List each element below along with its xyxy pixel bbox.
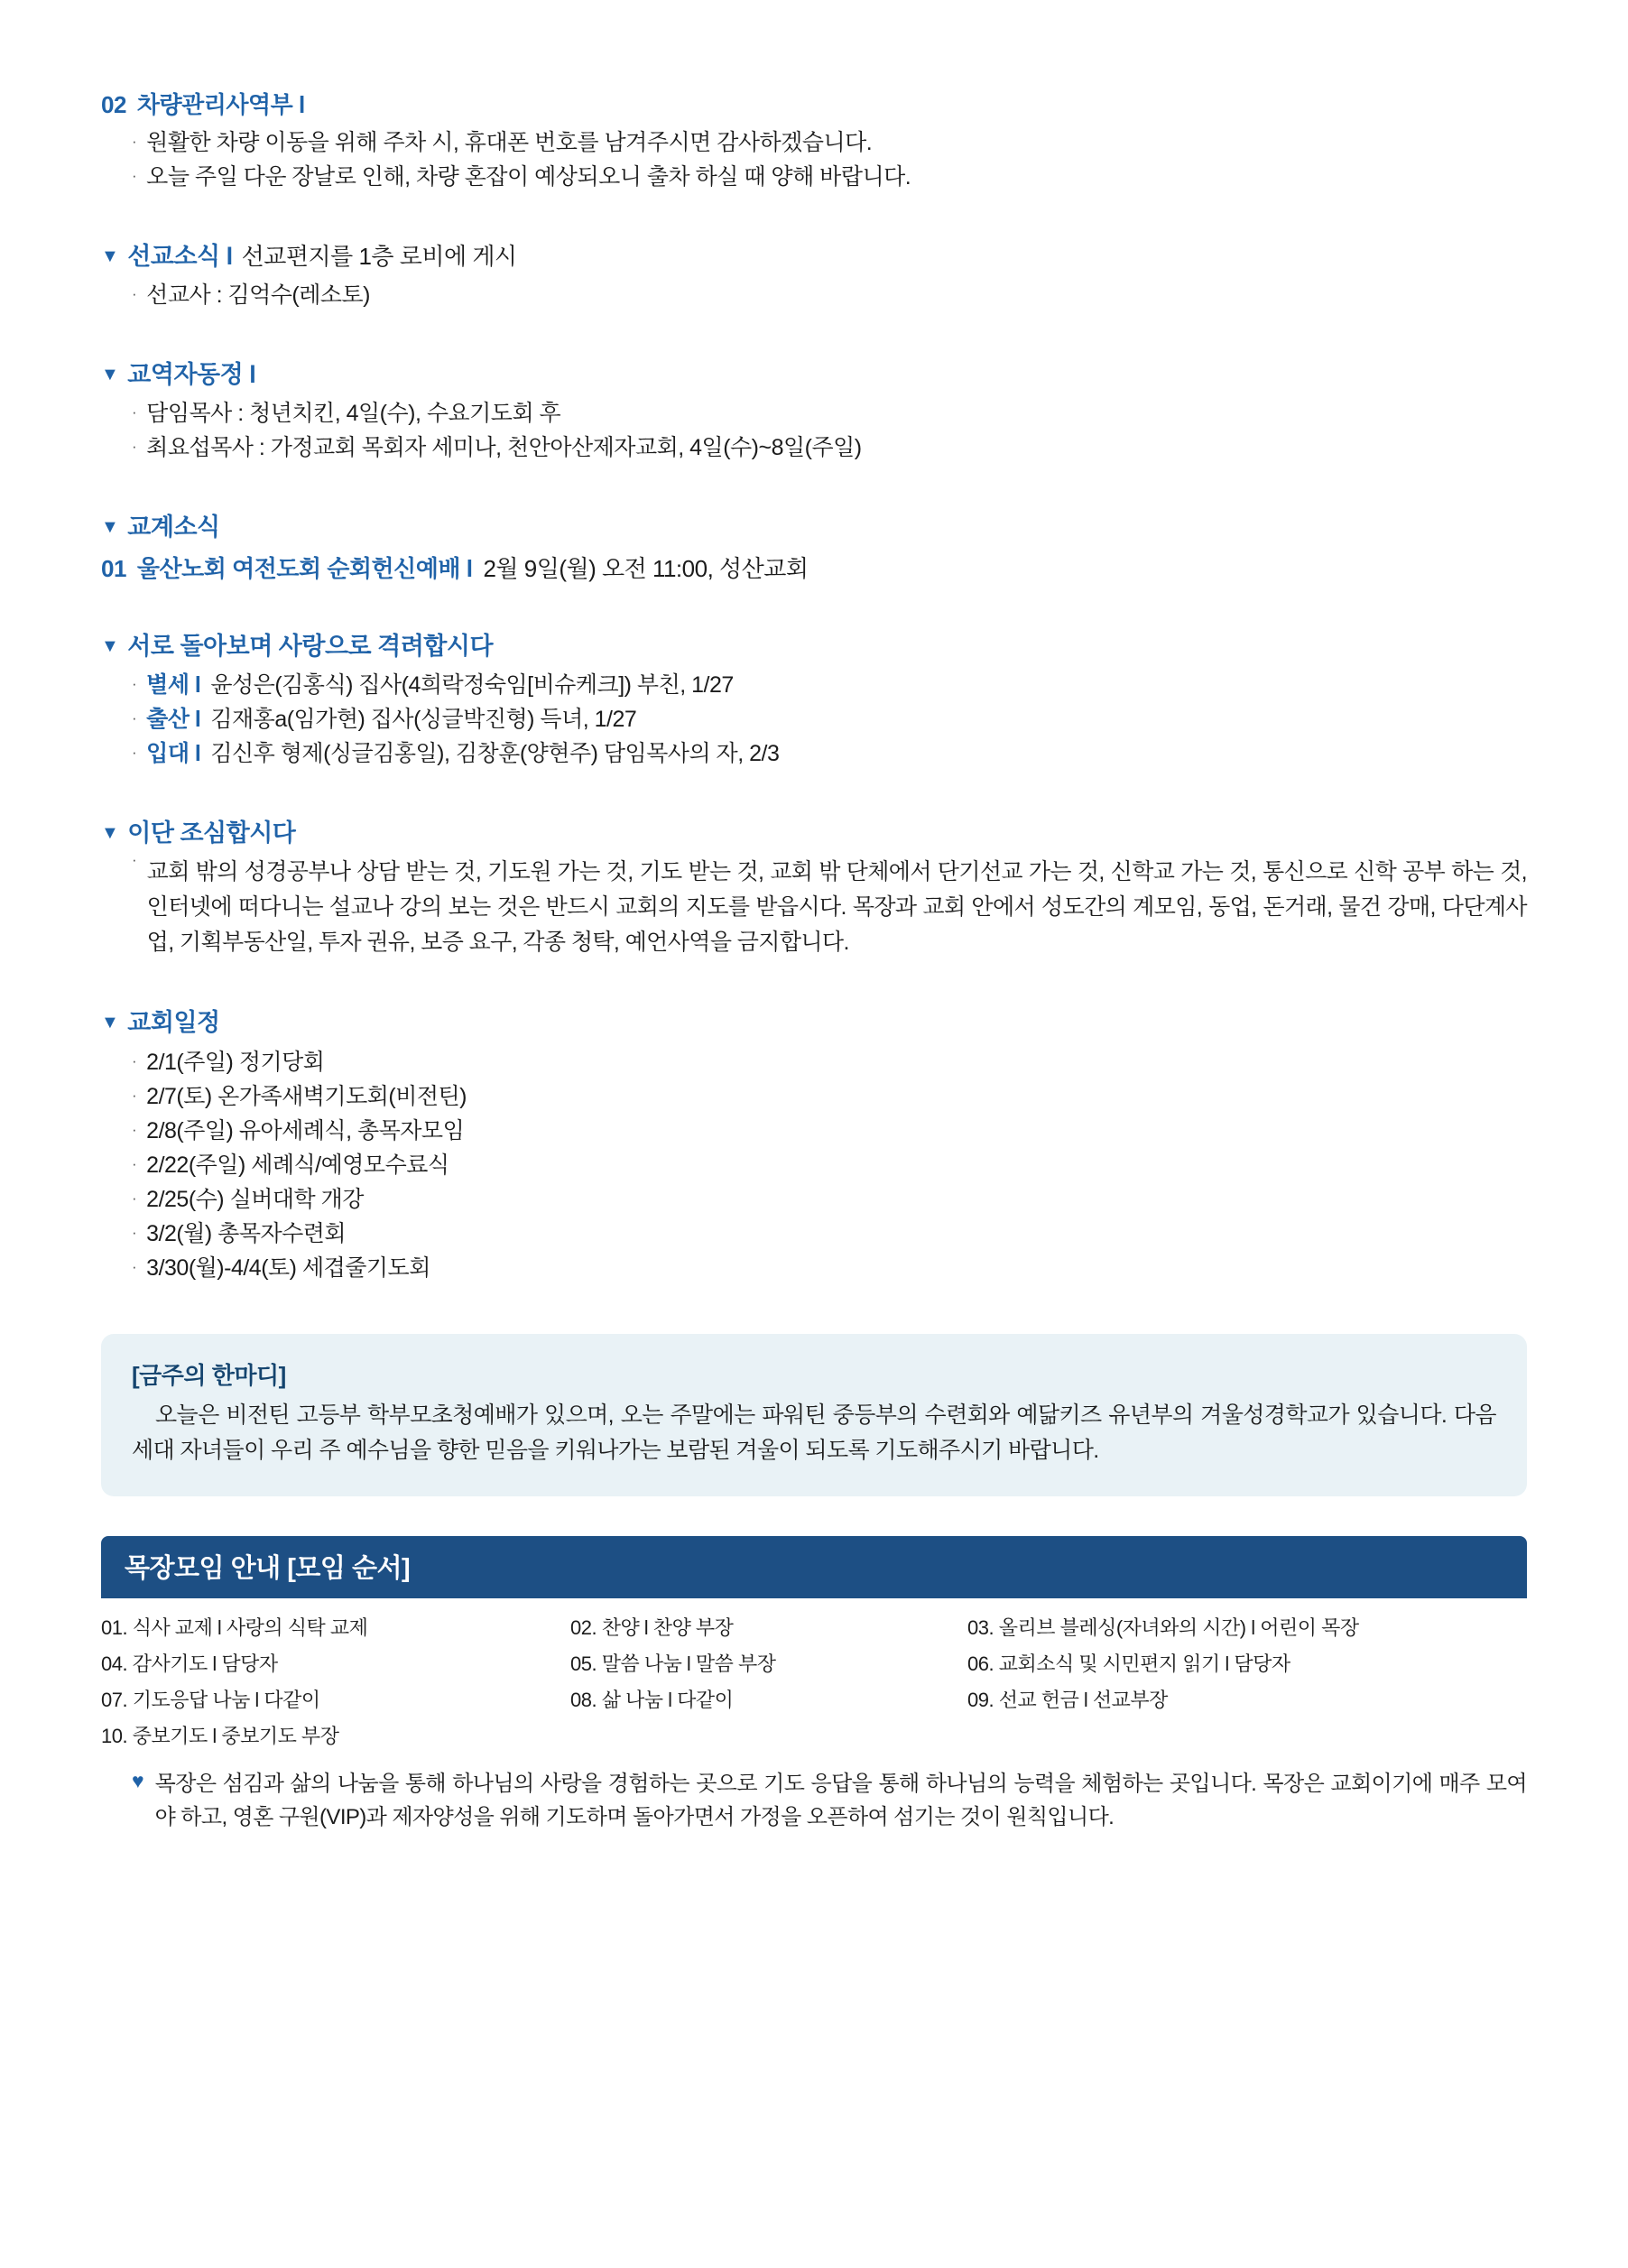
section-care-list	[101, 668, 1527, 771]
list-item	[132, 396, 1527, 430]
bullet-dot-icon: ·	[132, 1257, 137, 1275]
list-item	[132, 278, 1527, 312]
list-item-text: 2/25(수) 실버대학 개강	[146, 1186, 364, 1212]
bullet-dot-icon: ·	[132, 675, 137, 693]
heresy-paragraph: 교회 밖의 성경공부나 상담 받는 것, 기도원 가는 것, 기도 받는 것, 교회 밖 단체에서 단기선교 가는 것, 신학교 가는 것, 통신으로 신학 공부 하는 것, 인터넷에 떠다니는 설교나 강의 보는 것은 반드시 교회의 지도를 받읍시다. 목장과 교회 안에서 성도간의 계모임, 동업, 돈거래, 물건 강매, 다단계사업, 기획부동산일, 투자 권유, 보증 요구, 각종 청탁, 예언사역을 금지합니다.	[146, 859, 1527, 956]
section-heresy-body	[101, 851, 1527, 960]
list-item-text: 3/30(월)-4/4(토) 세겹줄기도회	[146, 1254, 430, 1281]
bullet-dot-icon: ·	[132, 744, 137, 762]
triangle-down-icon: ▼	[101, 365, 119, 385]
bullet-dot-icon: ·	[132, 1223, 137, 1241]
section-mission-title: 선교소식 l	[127, 243, 233, 270]
list-item	[132, 430, 1527, 465]
section-mission-subtitle: 선교편지를 1층 로비에 게시	[241, 243, 517, 270]
section-minister-title: 교역자동정 l	[127, 361, 256, 389]
section-care-encourage	[101, 631, 1527, 771]
section-vehicle-number: 02	[101, 91, 126, 118]
order-item: 06. 교회소식 및 시민편지 읽기 l 담당자	[967, 1652, 1290, 1675]
section-schedule-heading	[101, 1007, 1527, 1039]
list-item	[132, 125, 1527, 160]
mokjang-note	[101, 1767, 1527, 1835]
word-of-the-week-body: 오늘은 비전틴 고등부 학부모초청예배가 있으며, 오는 주말에는 파워틴 중등부의 수련회와 예닮키즈 유년부의 겨울성경학교가 있습니다. 다음세대 자녀들이 우리 주 예수님을 향한 믿음을 키워나가는 보람된 겨울이 되도록 기도해주시기 바랍니다.	[132, 1402, 1496, 1464]
content-column	[101, 87, 1527, 1834]
list-item-text: 원활한 차량 이동을 위해 주차 시, 휴대폰 번호를 남겨주시면 감사하겠습니다.	[146, 130, 873, 155]
list-item-text: 3/2(월) 총목자수련회	[146, 1220, 347, 1246]
section-vehicle-title: 차량관리사역부 l	[136, 91, 305, 118]
section-care-heading	[101, 631, 1527, 662]
bullet-dot-icon: ·	[132, 851, 137, 869]
bullet-dot-icon: ·	[132, 133, 137, 150]
list-item-text: 2/22(주일) 세례식/예영모수료식	[146, 1152, 449, 1178]
spacer	[101, 194, 1527, 241]
spacer	[101, 960, 1527, 1007]
list-item-text: 2/7(토) 온가족새벽기도회(비전틴)	[146, 1083, 467, 1109]
section-minister-heading	[101, 359, 1527, 391]
triangle-down-icon: ▼	[101, 517, 119, 538]
spacer	[101, 584, 1527, 631]
list-item-text: 2/8(주일) 유아세례식, 총목자모임	[146, 1117, 465, 1143]
word-of-the-week-box	[101, 1334, 1527, 1496]
bullet-dot-icon: ·	[132, 1154, 137, 1172]
section-denomination-title: 교계소식	[127, 514, 220, 542]
list-item-text: 2/1(주일) 정기당회	[146, 1049, 325, 1075]
section-heresy-title: 이단 조심합시다	[127, 819, 296, 847]
list-item	[132, 1114, 1527, 1148]
list-item	[132, 1182, 1527, 1217]
list-item	[132, 668, 1527, 702]
denomination-entry-detail: 2월 9일(월) 오전 11:00, 성산교회	[483, 555, 809, 583]
order-item: 09. 선교 헌금 l 선교부장	[967, 1688, 1168, 1711]
section-vehicle-heading	[101, 87, 1527, 120]
section-schedule-title: 교회일정	[127, 1009, 220, 1037]
section-mission-list	[101, 278, 1527, 312]
order-item: 04. 감사기도 l 담당자	[101, 1652, 278, 1675]
list-item	[132, 1251, 1527, 1285]
list-item	[132, 1217, 1527, 1251]
care-item-text: 윤성은(김홍식) 집사(4희락정숙임[비슈케크]) 부친, 1/27	[210, 672, 734, 699]
bullet-dot-icon: ·	[132, 1051, 137, 1069]
denomination-entry	[101, 551, 1527, 584]
mokjang-section-bar: 목장모임 안내 [모임 순서]	[101, 1536, 1527, 1598]
list-item-text: 담임목사 : 청년치킨, 4일(수), 수요기도회 후	[146, 401, 561, 427]
order-item: 08. 삶 나눔 l 다같이	[570, 1688, 734, 1711]
care-item-text: 김신후 형제(싱글김홍일), 김창훈(양현주) 담임목사의 자, 2/3	[210, 741, 780, 767]
section-vehicle-ministry	[101, 87, 1527, 194]
section-heresy-heading	[101, 818, 1527, 849]
mokjang-order-grid	[101, 1613, 1527, 1749]
spacer	[101, 465, 1527, 512]
list-item	[132, 702, 1527, 736]
bullet-dot-icon: ·	[132, 167, 137, 184]
triangle-down-icon: ▼	[101, 823, 119, 844]
care-item-text: 김재홍a(임가현) 집사(싱글박진형) 득녀, 1/27	[210, 707, 637, 733]
section-mission-heading	[101, 241, 1527, 273]
bullet-dot-icon: ·	[132, 1189, 137, 1207]
care-item-label: 입대 l	[146, 741, 201, 767]
list-item	[132, 160, 1527, 194]
order-item: 07. 기도응답 나눔 l 다같이	[101, 1688, 320, 1711]
spacer	[101, 312, 1527, 359]
section-schedule-list	[101, 1045, 1527, 1285]
section-church-schedule	[101, 1007, 1527, 1284]
mokjang-note-text: 목장은 섬김과 삶의 나눔을 통해 하나님의 사랑을 경험하는 곳으로 기도 응답을 통해 하나님의 능력을 체험하는 곳입니다. 목장은 교회이기에 매주 모여야 하고, 영혼 구원(VIP)과 제자양성을 위해 기도하며 돌아가면서 가정을 오픈하여 섬기는 것이 원칙입니다.	[154, 1771, 1527, 1829]
triangle-down-icon: ▼	[101, 246, 119, 266]
care-item-label: 별세 l	[146, 672, 201, 699]
list-item-text: 오늘 주일 다운 장날로 인해, 차량 혼잡이 예상되오니 출차 하실 때 양해 바랍니다.	[146, 164, 911, 190]
section-care-title: 서로 돌아보며 사랑으로 격려합시다	[127, 633, 494, 661]
order-item: 03. 올리브 블레싱(자녀와의 시간) l 어린이 목장	[967, 1615, 1359, 1639]
triangle-down-icon: ▼	[101, 1013, 119, 1033]
list-item	[132, 1079, 1527, 1114]
word-of-the-week-title: [금주의 한마디]	[132, 1361, 286, 1389]
section-denomination-news	[101, 512, 1527, 584]
denomination-entry-title: 울산노회 여전도회 순회헌신예배 l	[136, 555, 473, 583]
order-item: 01. 식사 교제 l 사랑의 식탁 교제	[101, 1615, 368, 1639]
order-item: 10. 중보기도 l 중보기도 부장	[101, 1724, 339, 1747]
section-denomination-heading	[101, 512, 1527, 543]
order-item: 05. 말씀 나눔 l 말씀 부장	[570, 1652, 776, 1675]
section-minister-news	[101, 359, 1527, 465]
section-vehicle-list	[101, 125, 1527, 194]
list-item	[132, 1045, 1527, 1079]
bullet-dot-icon: ·	[132, 1120, 137, 1138]
list-item	[132, 1148, 1527, 1182]
denomination-entry-number: 01	[101, 555, 126, 583]
heart-icon: ♥	[132, 1768, 144, 1792]
triangle-down-icon: ▼	[101, 636, 119, 657]
bullet-dot-icon: ·	[132, 438, 137, 456]
list-item-text: 최요섭목사 : 가정교회 목회자 세미나, 천안아산제자교회, 4일(수)~8일(주일)	[146, 435, 862, 461]
section-heresy-warning	[101, 818, 1527, 960]
bullet-dot-icon: ·	[132, 709, 137, 727]
care-item-label: 출산 l	[146, 707, 201, 733]
list-item	[132, 736, 1527, 771]
section-minister-list	[101, 396, 1527, 465]
list-item-text: 선교사 : 김억수(레소토)	[146, 282, 371, 309]
spacer	[101, 771, 1527, 818]
bullet-dot-icon: ·	[132, 285, 137, 303]
order-item: 02. 찬양 l 찬양 부장	[570, 1615, 734, 1639]
bullet-dot-icon: ·	[132, 1086, 137, 1104]
section-mission-news	[101, 241, 1527, 312]
bullet-dot-icon: ·	[132, 403, 137, 421]
